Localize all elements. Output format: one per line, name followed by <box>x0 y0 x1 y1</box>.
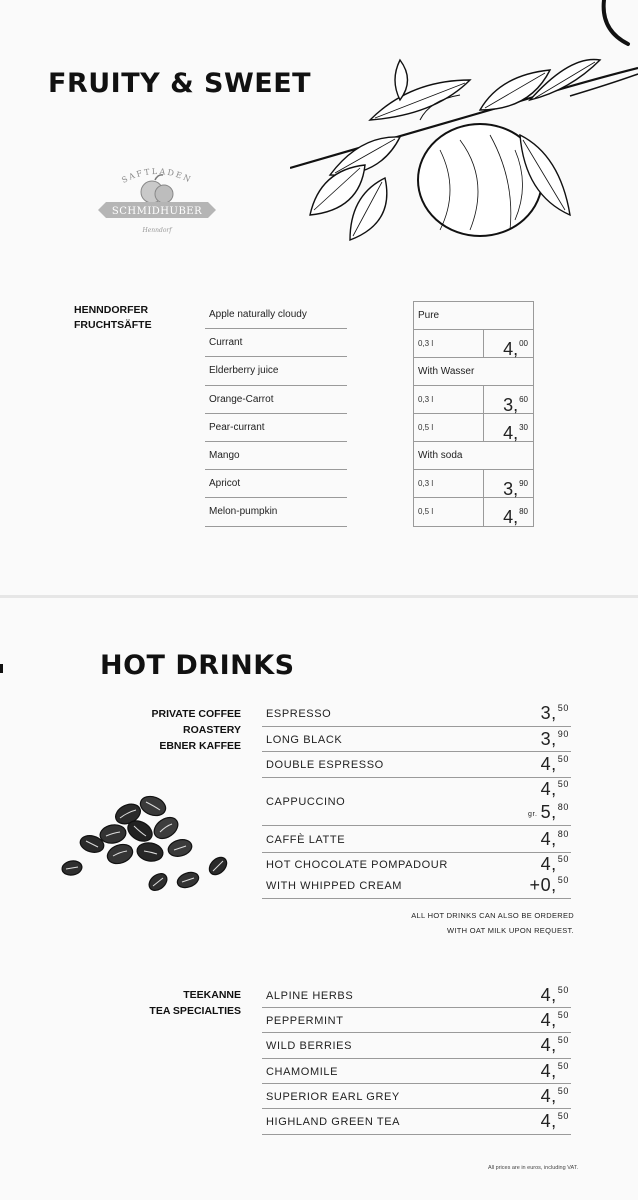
coffee-list <box>262 702 571 899</box>
juice-item: Pear-currant <box>205 414 347 442</box>
oat-milk-note-line: ALL HOT DRINKS CAN ALSO BE ORDERED <box>411 911 574 920</box>
drink-price: 3,50 <box>540 703 569 723</box>
drink-price: 3,90 <box>540 729 569 749</box>
drink-price: +0,50 <box>529 875 569 895</box>
price-row <box>414 414 533 442</box>
volume-cell: 0,5 l <box>414 414 484 441</box>
orange-branch-illustration <box>290 40 638 260</box>
price-cell: 3,60 <box>503 395 528 415</box>
drink-name: WILD BERRIES <box>266 1040 353 1052</box>
drink-name: HOT CHOCOLATE POMPADOUR <box>266 859 448 871</box>
drink-row <box>262 1008 571 1033</box>
juice-list <box>205 301 347 527</box>
drink-name: ESPRESSO <box>266 708 332 720</box>
drink-row <box>262 826 571 852</box>
menu-page-fruity <box>0 0 638 595</box>
price-cell: 4,30 <box>503 423 528 443</box>
coffee-section-label-line: EBNER KAFFEE <box>159 740 241 752</box>
tea-section-label <box>120 987 241 1019</box>
price-row <box>414 386 533 414</box>
drink-row <box>262 727 571 752</box>
price-cell: 4,80 <box>503 507 528 527</box>
oat-milk-note-line: WITH OAT MILK UPON REQUEST. <box>446 926 574 935</box>
juice-item: Mango <box>205 442 347 470</box>
saftladen-logo <box>92 162 222 248</box>
logo-place-text: Henndorf <box>142 227 172 234</box>
option-header: With Wasser <box>414 358 533 386</box>
drink-row <box>262 1059 571 1084</box>
drink-price: 4,50 <box>540 754 569 774</box>
price-row <box>414 498 533 526</box>
side-mark-decoration <box>0 664 3 673</box>
oat-milk-note <box>360 908 574 938</box>
juice-price-table <box>413 301 534 527</box>
drink-row <box>262 852 571 875</box>
price-cell: 4,00 <box>503 339 528 359</box>
drink-price: 4,50 <box>540 1086 569 1106</box>
option-header: Pure <box>414 302 533 330</box>
tea-section-label-line: TEA SPECIALTIES <box>149 1005 241 1017</box>
logo-name-text: SCHMIDHUBER <box>111 206 203 217</box>
juice-section-label <box>74 303 152 333</box>
tea-list <box>262 983 571 1135</box>
juice-section-label-line: HENNDORFER <box>74 304 149 316</box>
coffee-beans-illustration <box>58 786 234 898</box>
drink-row <box>262 1084 571 1109</box>
volume-cell: 0,3 l <box>414 386 484 413</box>
volume-cell: 0,5 l <box>414 498 484 526</box>
juice-section-label-line: FRUCHTSÄFTE <box>74 319 152 331</box>
drink-price-large: gr. 5,80 <box>527 802 569 822</box>
tea-section-label-line: TEEKANNE <box>183 989 241 1001</box>
drink-name: PEPPERMINT <box>266 1015 344 1027</box>
option-header: With soda <box>414 442 533 470</box>
logo-top-text: SAFTLADEN <box>120 166 194 185</box>
juice-item: Melon-pumpkin <box>205 498 347 526</box>
drink-row <box>262 752 571 778</box>
drink-name: SUPERIOR EARL GREY <box>266 1091 400 1103</box>
drink-row <box>262 778 571 826</box>
page-title-fruity: FRUITY & SWEET <box>48 68 312 99</box>
juice-item: Apple naturally cloudy <box>205 301 347 329</box>
page-title-hot-drinks: HOT DRINKS <box>100 650 295 681</box>
drink-price: 4,50 <box>540 1035 569 1055</box>
drink-row <box>262 1109 571 1135</box>
volume-cell: 0,3 l <box>414 470 484 497</box>
price-cell: 3,90 <box>503 479 528 499</box>
juice-item: Orange-Carrot <box>205 386 347 414</box>
drink-price: 4,50 <box>540 854 569 874</box>
coffee-section-label <box>130 706 241 754</box>
drink-name: WITH WHIPPED CREAM <box>266 880 403 892</box>
price-row <box>414 470 533 498</box>
drink-price: 4,50 <box>540 1111 569 1131</box>
juice-item: Apricot <box>205 470 347 498</box>
drink-name: CAFFÈ LATTE <box>266 834 346 846</box>
juice-item: Currant <box>205 329 347 357</box>
drink-name: CAPPUCCINO <box>266 796 346 808</box>
drink-row <box>262 983 571 1008</box>
drink-price: 4,50 <box>540 1061 569 1081</box>
juice-item: Elderberry juice <box>205 357 347 385</box>
drink-price: 4,50 <box>540 985 569 1005</box>
drink-name: ALPINE HERBS <box>266 990 354 1002</box>
coffee-section-label-line: ROASTERY <box>183 724 241 736</box>
drink-row <box>262 702 571 727</box>
coffee-section-label-line: PRIVATE COFFEE <box>151 708 241 720</box>
drink-name: CHAMOMILE <box>266 1066 339 1078</box>
volume-cell: 0,3 l <box>414 330 484 357</box>
drink-price: 4,50 <box>540 779 569 799</box>
drink-price: 4,50 <box>540 1010 569 1030</box>
drink-row <box>262 1033 571 1059</box>
drink-price: 4,80 <box>540 829 569 849</box>
drink-name: LONG BLACK <box>266 734 343 746</box>
price-row <box>414 330 533 358</box>
vat-note: All prices are in euros, including VAT. <box>488 1165 578 1171</box>
drink-name: HIGHLAND GREEN TEA <box>266 1116 401 1128</box>
drink-name: DOUBLE ESPRESSO <box>266 759 384 771</box>
drink-row <box>262 875 571 899</box>
